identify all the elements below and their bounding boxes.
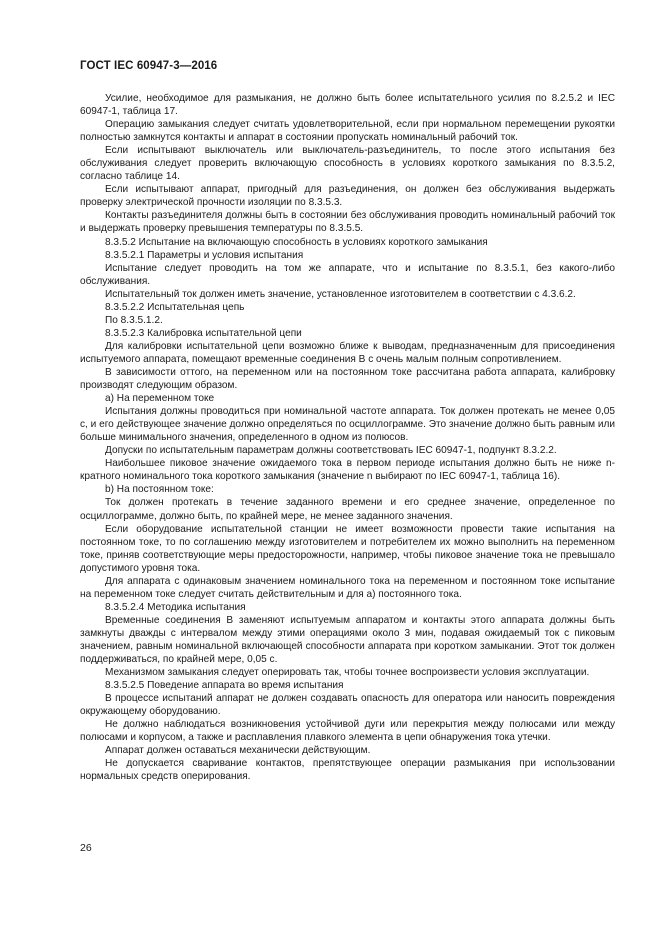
- paragraph: Если испытывают выключатель или выключатель-разъединитель, то после этого испытания без обслуживания следует проверить включающую способность в условиях короткого замыкания по 8.3.5.2, согласно таблице 14.: [80, 145, 615, 183]
- paragraph: В зависимости оттого, на переменном или на постоянном токе рассчитана работа аппарата, калибровку производят следующим образом.: [80, 366, 615, 392]
- paragraph: Если оборудование испытательной станции не имеет возможности провести такие испытания на постоянном токе, то по соглашению между изготовителем и потребителем их можно выполнить на переменном токе, приняв соответствующие меры предосторожности, например, чтобы пиковое значение тока не превышало допустимого уровня тока.: [80, 523, 615, 574]
- paragraph: Операцию замыкания следует считать удовлетворительной, если при нормальном перемещении рукоятки полностью замкнутся контакты и аппарат в состоянии пропускать номинальный рабочий ток.: [80, 119, 615, 144]
- paragraph: Испытания должны проводиться при номинальной частоте аппарата. Ток должен протекать не менее 0,05 с, и его действующее значение должно определяться по осциллограмме. Это значение должно быть равным или больше минимального значения, определенного в одном из полюсов.: [80, 406, 615, 444]
- paragraph: Наибольшее пиковое значение ожидаемого тока в первом периоде испытания должно быть не ниже n-кратного номинального тока короткого замыкания (значение n выбирают по IEC 60947-1, таблица 16).: [80, 458, 615, 483]
- section-heading: 8.3.5.2.2 Испытательная цепь: [105, 301, 245, 313]
- paragraph: Испытание следует проводить на том же аппарате, что и испытание по 8.3.5.1, без какого-либо обслуживания.: [80, 262, 615, 287]
- paragraph: Контакты разъединителя должны быть в состоянии без обслуживания проводить номинальный рабочий ток и выдержать проверку превышения температуры по 8.3.5.5.: [80, 210, 615, 235]
- paragraph: По 8.3.5.1.2.: [105, 314, 163, 326]
- standard-title: ГОСТ IEC 60947-3—2016: [80, 60, 218, 72]
- paragraph: Для аппарата с одинаковым значением номинального тока на переменном и постоянном токе испытание на переменном токе следует считать действительным и для а) постоянного тока.: [80, 575, 615, 600]
- paragraph: Не должно наблюдаться возникновения устойчивой дуги или перекрытия между полюсами или между полюсами и корпусом, а также и расплавления плавкого элемента в цепи обнаружения тока утечки.: [80, 719, 615, 744]
- section-heading: 8.3.5.2.1 Параметры и условия испытания: [105, 249, 304, 261]
- section-heading: 8.3.5.2 Испытание на включающую способность в условиях короткого замыкания: [105, 236, 488, 248]
- paragraph: Если испытывают аппарат, пригодный для разъединения, он должен без обслуживания выдержать проверку электрической прочности изоляции по 8.3.5.3.: [80, 184, 615, 209]
- document-body: [80, 92, 615, 783]
- paragraph: Временные соединения В заменяют испытуемым аппаратом и контакты этого аппарата должны быть замкнуты дважды с интервалом между этими операциями около 3 мин, подавая ожидаемый ток с пиковым значением, равным номинальной включающей способности аппарата при коротком замыкании. Этот ток должен поддерживаться, по крайней мере, 0,05 с.: [80, 614, 615, 666]
- section-heading: 8.3.5.2.5 Поведение аппарата во время испытания: [105, 680, 344, 692]
- paragraph: Аппарат должен оставаться механически действующим.: [105, 745, 371, 757]
- paragraph: Механизмом замыкания следует оперировать так, чтобы точнее воспроизвести условия эксплуатации.: [105, 667, 590, 679]
- section-heading: 8.3.5.2.4 Методика испытания: [105, 601, 246, 613]
- section-heading: 8.3.5.2.3 Калибровка испытательной цепи: [105, 327, 302, 339]
- paragraph: Усилие, необходимое для размыкания, не должно быть более испытательного усилия по 8.2.5.2 и IEC 60947-1, таблица 17.: [80, 93, 615, 118]
- page-number: 26: [80, 842, 92, 854]
- paragraph: В процессе испытаний аппарат не должен создавать опасность для оператора или наносить повреждения окружающему оборудованию.: [80, 693, 615, 718]
- paragraph: Испытательный ток должен иметь значение, установленное изготовителем в соответствии с 4.3.6.2.: [105, 288, 576, 300]
- list-item-heading: b) На постоянном токе:: [105, 484, 214, 496]
- paragraph: Не допускается сваривание контактов, препятствующее операции размыкания при использовании нормальных средств оперирования.: [80, 758, 615, 783]
- paragraph: Для калибровки испытательной цепи возможно ближе к выводам, предназначенным для присоединения испытуемого аппарата, помещают временные соединения В с очень малым полным сопротивлением.: [80, 340, 615, 365]
- paragraph: Ток должен протекать в течение заданного времени и его среднее значение, определенное по осциллограмме, должно быть, по крайней мере, не менее заданного значения.: [80, 497, 615, 522]
- list-item-heading: а) На переменном токе: [105, 393, 215, 405]
- paragraph: Допуски по испытательным параметрам должны соответствовать IEC 60947-1, подпункт 8.3.2.2.: [105, 445, 557, 457]
